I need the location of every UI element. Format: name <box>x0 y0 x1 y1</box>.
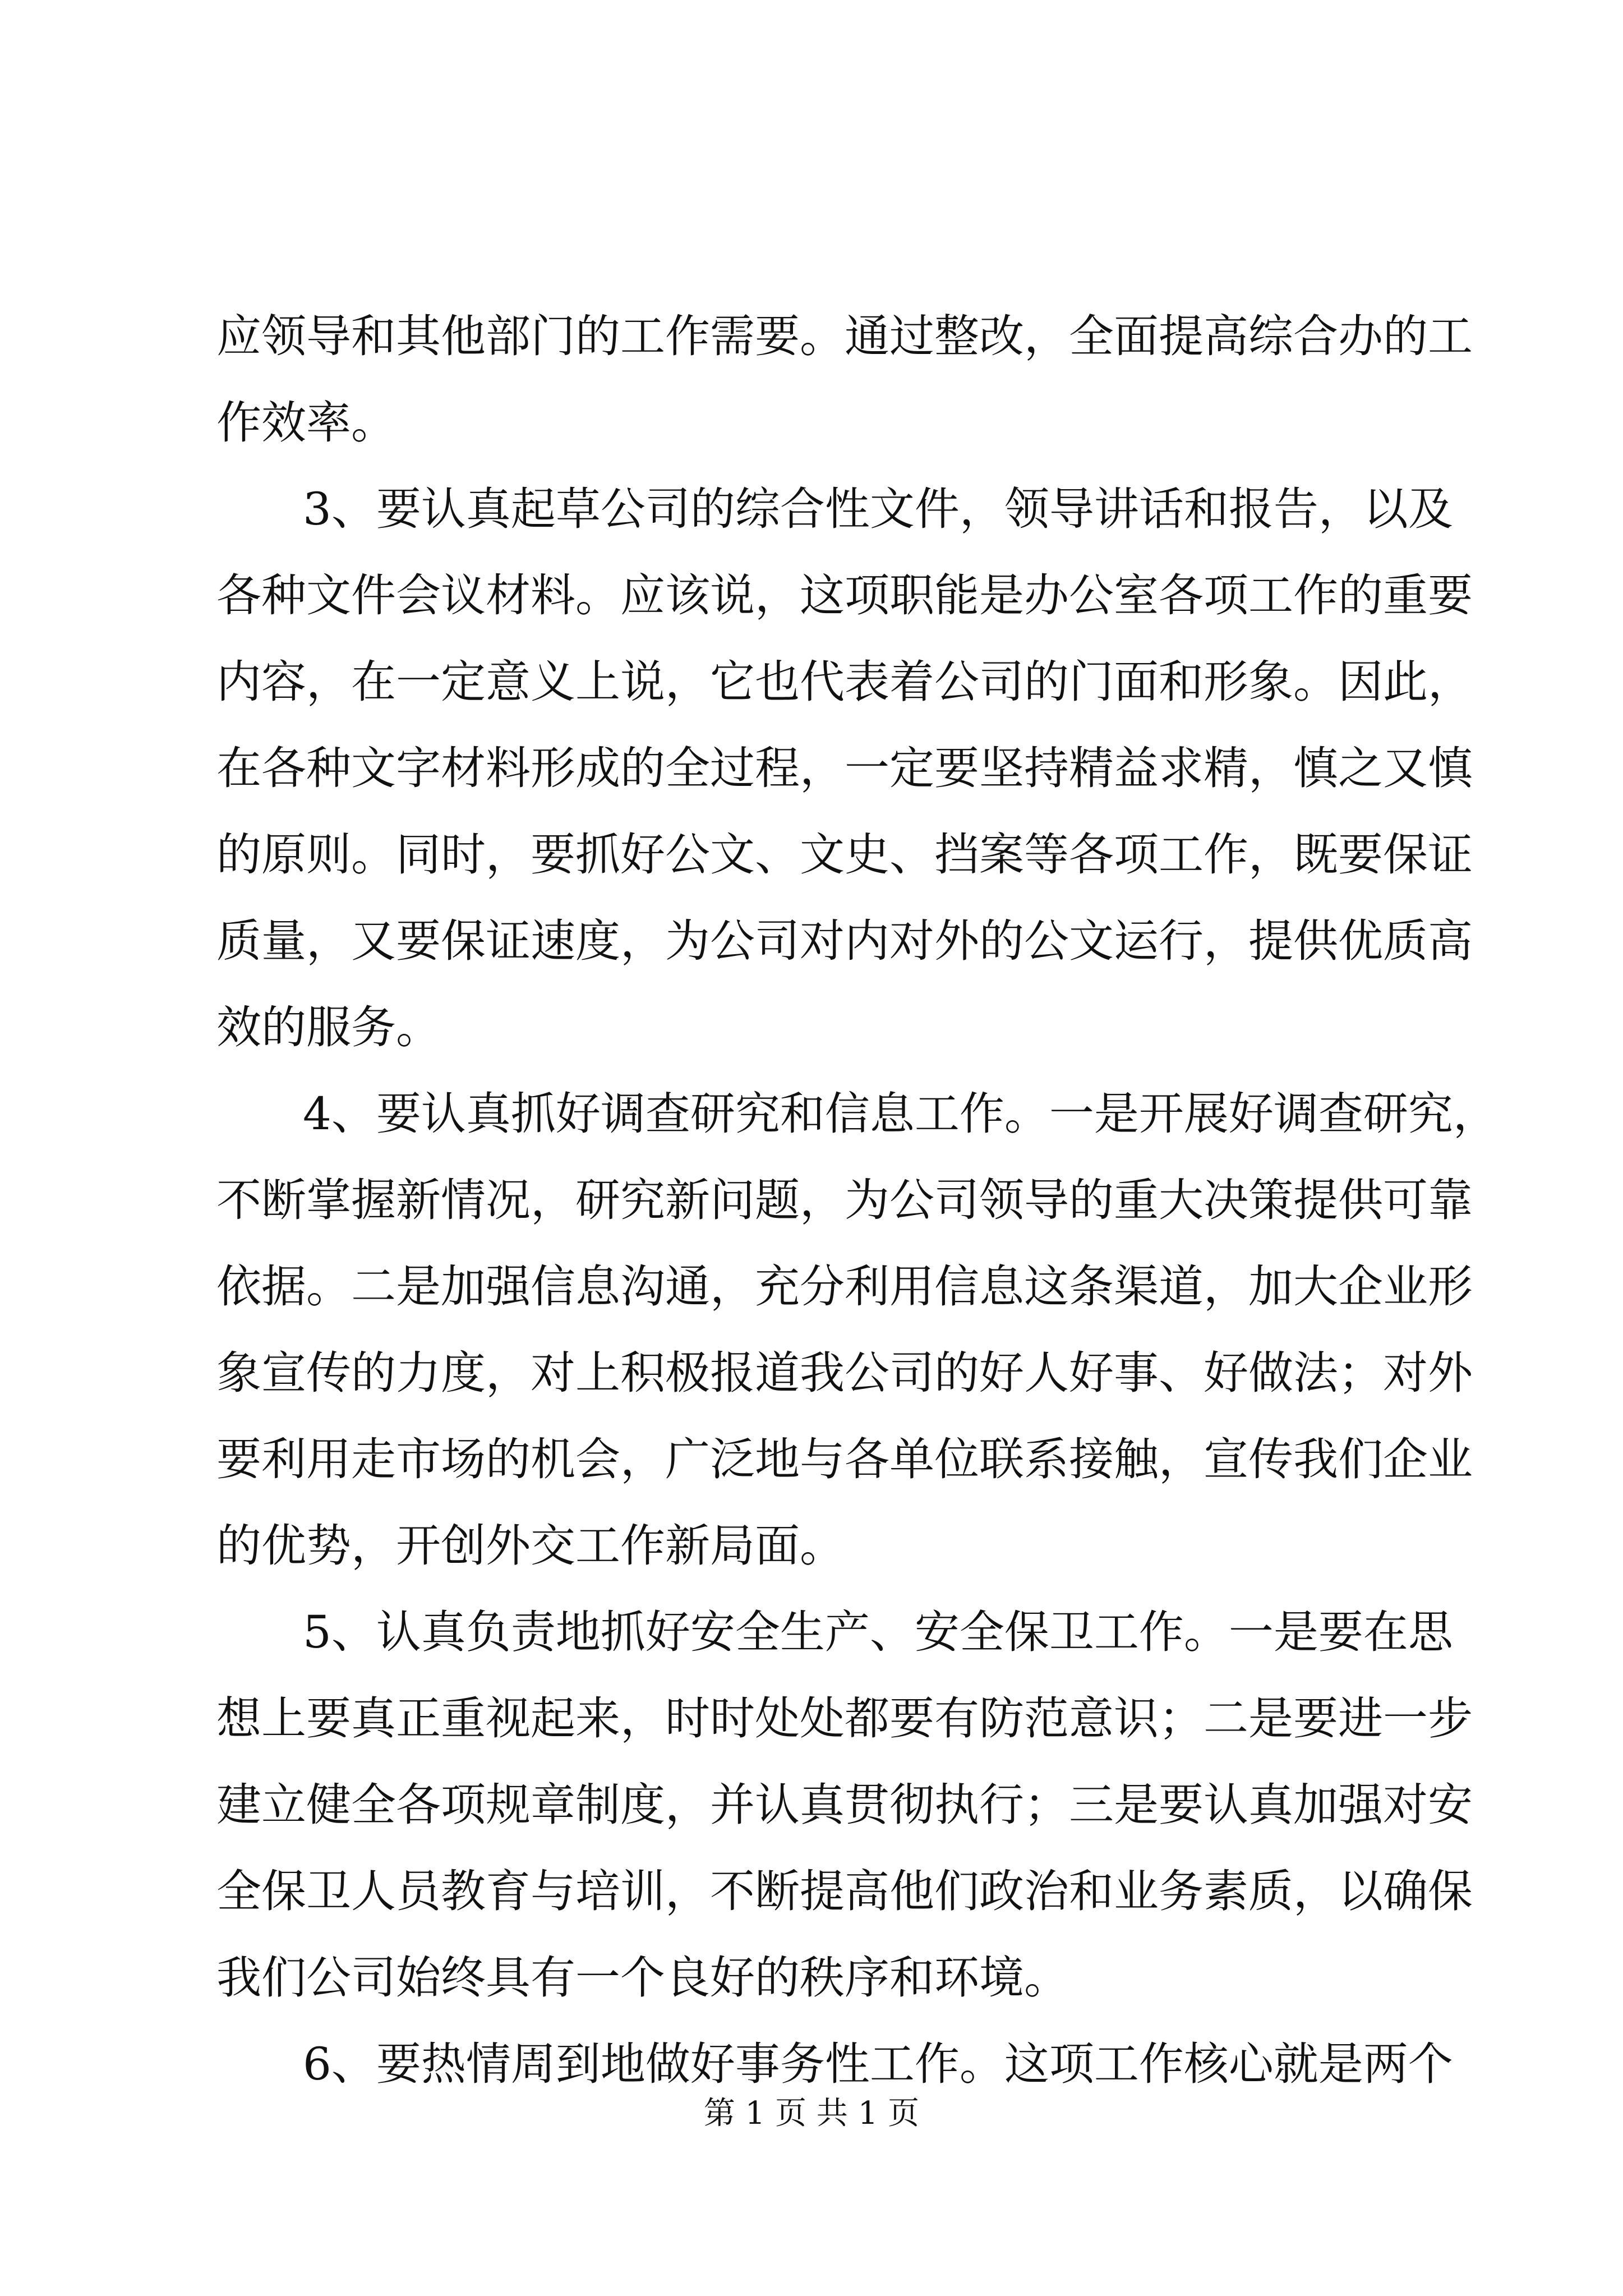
page-footer <box>0 2095 1623 2132</box>
text-line-content: 全保卫人员教育与培训，不断提高他们政治和业务素质，以确保 <box>216 1865 1473 1917</box>
text-line-content: 想上要真正重视起来，时时处处都要有防范意识；二是要进一步 <box>216 1692 1473 1745</box>
text-line-content: 不断掌握新情况，研究新问题，为公司领导的重大决策提供可靠 <box>216 1174 1473 1226</box>
text-line-content: 各种文件会议材料。应该说，这项职能是办公室各项工作的重要 <box>216 569 1473 622</box>
text-line-content: 应领导和其他部门的工作需要。通过整改，全面提高综合办的工 <box>216 310 1473 362</box>
text-line-content: 6、要热情周到地做好事务性工作。这项工作核心就是两个 <box>303 2038 1453 2090</box>
page-number-text: 第 1 页 共 1 页 <box>703 2095 920 2132</box>
text-line-content: 质量，又要保证速度，为公司对内对外的公文运行，提供优质高 <box>216 915 1473 967</box>
text-line-content: 我们公司始终具有一个良好的秩序和环境。 <box>216 1952 1069 2004</box>
text-line-content: 4、要认真抓好调查研究和信息工作。一是开展好调查研究， <box>303 1088 1498 1140</box>
text-line-content: 作效率。 <box>216 397 396 449</box>
text-line-content: 内容，在一定意义上说，它也代表着公司的门面和形象。因此， <box>216 656 1473 708</box>
text-line-content: 3、要认真起草公司的综合性文件，领导讲话和报告，以及 <box>303 483 1453 535</box>
text-line-content: 建立健全各项规章制度，并认真贯彻执行；三是要认真加强对安 <box>216 1779 1473 1831</box>
text-line-content: 效的服务。 <box>216 1001 441 1053</box>
text-line-content: 的优势，开创外交工作新局面。 <box>216 1520 845 1572</box>
text-line-content: 象宣传的力度，对上积极报道我公司的好人好事、好做法；对外 <box>216 1347 1473 1399</box>
text-line-content: 5、认真负责地抓好安全生产、安全保卫工作。一是要在思 <box>303 1606 1453 1658</box>
text-line-content: 依据。二是加强信息沟通，充分利用信息这条渠道，加大企业形 <box>216 1260 1473 1313</box>
text-line-content: 要利用走市场的机会，广泛地与各单位联系接触，宣传我们企业 <box>216 1433 1473 1485</box>
text-line-content: 在各种文字材料形成的全过程，一定要坚持精益求精，慎之又慎 <box>216 742 1473 794</box>
text-line-content: 的原则。同时，要抓好公文、文史、挡案等各项工作，既要保证 <box>216 829 1473 881</box>
